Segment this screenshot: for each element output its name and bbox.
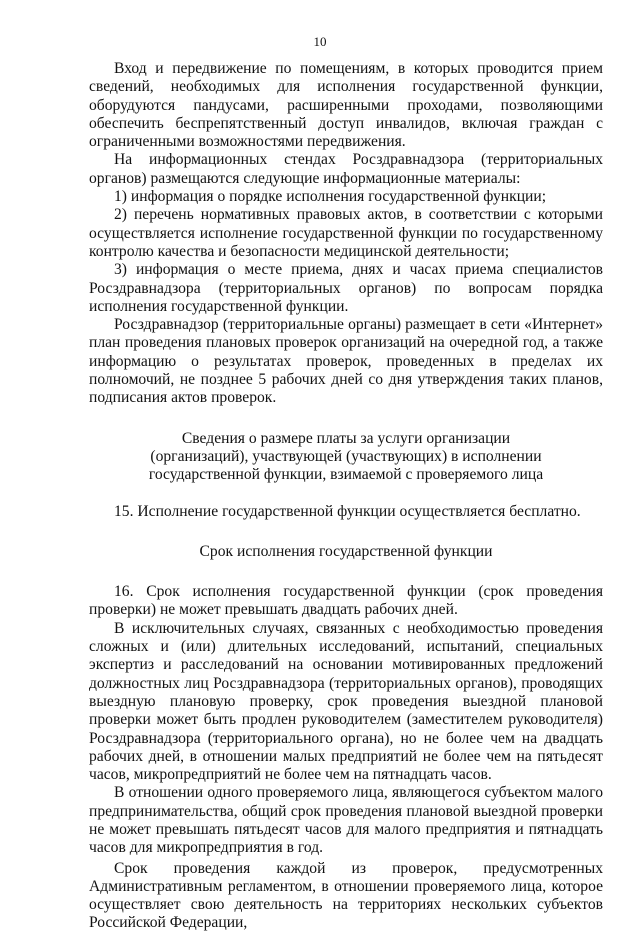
paragraph-info-stands: На информационных стендах Росздравнадзора (территориальных органов) размещаются следующие информационные материалы: — [89, 151, 603, 187]
paragraph-extension: В исключительных случаях, связанных с необходимостью проведения сложных и (или) длительных исследований, испытаний, специальных экспертиз и расследований на основании мотивированных предложений должностных лиц Росздравнадзора (территориальных органов), проводящих выездную плановую проверку, срок проведения выездной плановой проверки может быть продлен руководителем (заместителем руководителя) Росздравнадзора (территориального органа), но не более чем на двадцать рабочих дней, в отношении малых предприятий не более чем на пятьдесят часов, микропредприятий не более чем на пятнадцать часов. — [89, 619, 603, 784]
paragraph-internet-plan: Росздравнадзор (территориальные органы) размещает в сети «Интернет» план проведения плановых проверок организаций на очередной год, а также информацию о результатах проверок, проведенных в пределах их полномочий, не позднее 5 рабочих дней со дня утверждения таких планов, подписания актов проверок. — [89, 316, 603, 407]
paragraph-accessibility: Вход и передвижение по помещениям, в которых проводится прием сведений, необходимых для исполнения государственной функции, оборудуются пандусами, расширенными проходами, позволяющими обеспечить беспрепятственный доступ инвалидов, включая граждан с ограниченными возможностями передвижения. — [89, 60, 603, 151]
heading-line: (организаций), участвующей (участвующих) в исполнении — [150, 447, 542, 465]
page-number: 10 — [313, 34, 327, 49]
list-item-2: 2) перечень нормативных правовых актов, в соответствии с которыми осуществляется исполнение государственной функции по государственному контролю качества и безопасности медицинской деятельности; — [89, 206, 603, 260]
list-item-1: 1) информация о порядке исполнения государственной функции; — [114, 188, 547, 206]
paragraph-16: 16. Срок исполнения государственной функции (срок проведения проверки) не может превышать двадцать рабочих дней. — [89, 583, 603, 619]
paragraph-15: 15. Исполнение государственной функции осуществляется бесплатно. — [114, 502, 581, 520]
document-body — [89, 60, 603, 933]
list-item-3: 3) информация о месте приема, днях и часах приема специалистов Росздравнадзора (территориальных органов) по вопросам порядка исполнения государственной функции. — [89, 261, 603, 315]
paragraph-multi-region: Срок проведения каждой из проверок, предусмотренных Административным регламентом, в отношении проверяемого лица, которое осуществляет свою деятельность на территориях нескольких субъектов Российской Федерации, — [89, 859, 603, 932]
section-heading-fees — [89, 430, 603, 485]
heading-line: Сведения о размере платы за услуги организации — [181, 429, 511, 447]
heading-line: государственной функции, взимаемой с проверяемого лица — [148, 466, 544, 484]
section-heading-term: Срок исполнения государственной функции — [199, 542, 493, 560]
paragraph-small-business: В отношении одного проверяемого лица, являющегося субъектом малого предпринимательства, общий срок проведения плановой выездной проверки не может превышать пятьдесят часов для малого предприятия и пятнадцать часов для микропредприятия в год. — [89, 784, 603, 857]
